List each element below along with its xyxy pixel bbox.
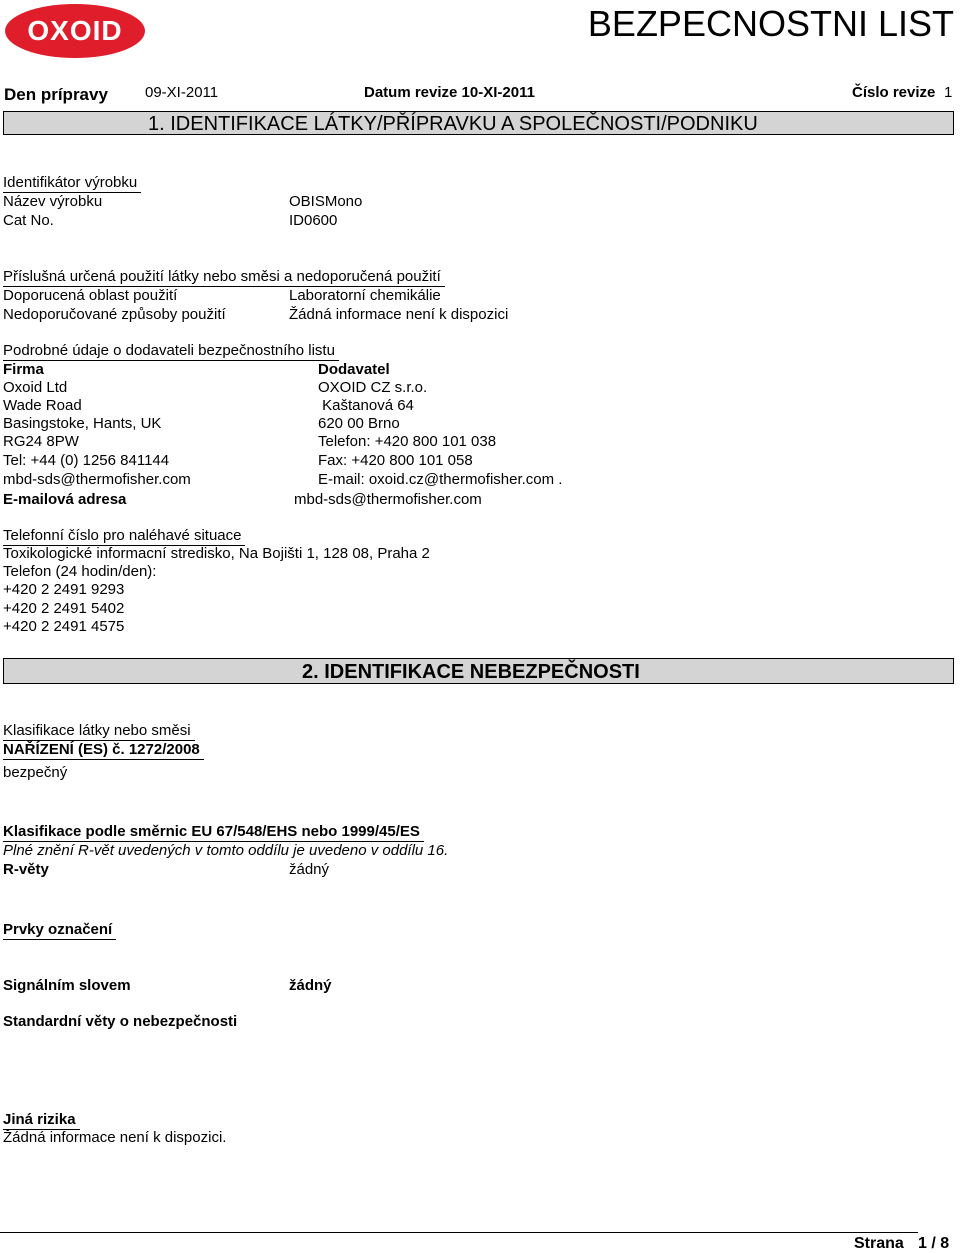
directive-heading: Klasifikace podle směrnic EU 67/548/EHS nebo 1999/45/ES <box>3 823 424 842</box>
company-label: Firma <box>3 361 44 378</box>
r-phrases-label: R-věty <box>3 861 49 878</box>
company-line: RG24 8PW <box>3 433 79 450</box>
supplier-email: E-mail: oxoid.cz@thermofisher.com . <box>318 471 563 488</box>
hazard-statements-label: Standardní věty o nebezpečnosti <box>3 1013 238 1030</box>
company-line: Wade Road <box>3 397 82 414</box>
emergency-line: Toxikologické informacní stredisko, Na Bojišti 1, 128 08, Praha 2 <box>3 545 430 562</box>
signal-word-value: žádný <box>289 977 332 994</box>
product-name-label: Název výrobku <box>3 193 103 210</box>
supplier-line: OXOID CZ s.r.o. <box>318 379 428 396</box>
emergency-phone: +420 2 2491 5402 <box>3 600 125 617</box>
supplier-line: Kaštanová 64 <box>318 397 414 414</box>
regulation-value: bezpečný <box>3 764 68 781</box>
emergency-phone: +420 2 2491 9293 <box>3 581 125 598</box>
recommended-use-label: Doporucená oblast použití <box>3 287 178 304</box>
supplier-heading: Podrobné údaje o dodavateli bezpečnostního listu <box>3 342 339 361</box>
document-title: BEZPECNOSTNI LIST <box>587 3 954 44</box>
cat-no-label: Cat No. <box>3 212 54 229</box>
product-name-value: OBISMono <box>289 193 363 210</box>
other-hazards-heading: Jiná rizika <box>3 1111 80 1130</box>
supplier-phone: Telefon: +420 800 101 038 <box>318 433 497 450</box>
section-1-title: 1. IDENTIFIKACE LÁTKY/PŘÍPRAVKU A SPOLEČNOSTI/PODNIKU <box>148 113 758 135</box>
section-2-bar <box>3 658 954 684</box>
supplier-fax: Fax: +420 800 101 058 <box>318 452 473 469</box>
directive-note: Plné znění R-vět uvedených v tomto oddílu je uvedeno v oddílu 16. <box>3 842 449 859</box>
company-line: Tel: +44 (0) 1256 841144 <box>3 452 170 469</box>
company-line: Basingstoke, Hants, UK <box>3 415 162 432</box>
page-number: 1 / 8 <box>918 1235 950 1252</box>
not-recommended-value: Žádná informace není k dispozici <box>289 306 509 323</box>
emergency-line: Telefon (24 hodin/den): <box>3 563 157 580</box>
page-label: Strana <box>854 1235 904 1252</box>
section-1-bar <box>3 111 954 135</box>
revision-number-label: Číslo revize <box>852 84 936 101</box>
supplier-label: Dodavatel <box>318 361 390 378</box>
regulation-heading: NAŘÍZENÍ (ES) č. 1272/2008 <box>3 741 204 760</box>
prep-date-value: 09-XI-2011 <box>145 84 219 101</box>
email-value: mbd-sds@thermofisher.com <box>294 491 482 508</box>
cat-no-value: ID0600 <box>289 212 338 229</box>
other-hazards-value: Žádná informace není k dispozici. <box>3 1129 227 1146</box>
logo-text: OXOID <box>27 15 123 46</box>
revision-number: 1 <box>944 84 953 101</box>
company-email: mbd-sds@thermofisher.com <box>3 471 191 488</box>
uses-heading: Příslušná určená použití látky nebo směsi a nedoporučená použití <box>3 268 445 287</box>
email-label: E-mailová adresa <box>3 491 127 508</box>
revision-date: Datum revize 10-XI-2011 <box>364 84 535 101</box>
emergency-heading: Telefonní číslo pro naléhavé situace <box>3 527 245 546</box>
footer-divider <box>0 1232 918 1233</box>
label-elements-heading: Prvky označení <box>3 921 116 940</box>
oxoid-logo <box>4 3 146 59</box>
recommended-use-value: Laboratorní chemikálie <box>289 287 441 304</box>
company-line: Oxoid Ltd <box>3 379 68 396</box>
supplier-line: 620 00 Brno <box>318 415 400 432</box>
signal-word-label: Signálním slovem <box>3 977 131 994</box>
section-2-title: 2. IDENTIFIKACE NEBEZPEČNOSTI <box>302 661 640 683</box>
emergency-phone: +420 2 2491 4575 <box>3 618 125 635</box>
r-phrases-value: žádný <box>289 861 330 878</box>
prep-date-label: Den prípravy <box>4 85 108 104</box>
not-recommended-label: Nedoporučované způsoby použití <box>3 306 226 323</box>
identifier-heading: Identifikátor výrobku <box>3 174 141 193</box>
classification-heading: Klasifikace látky nebo směsi <box>3 722 195 741</box>
